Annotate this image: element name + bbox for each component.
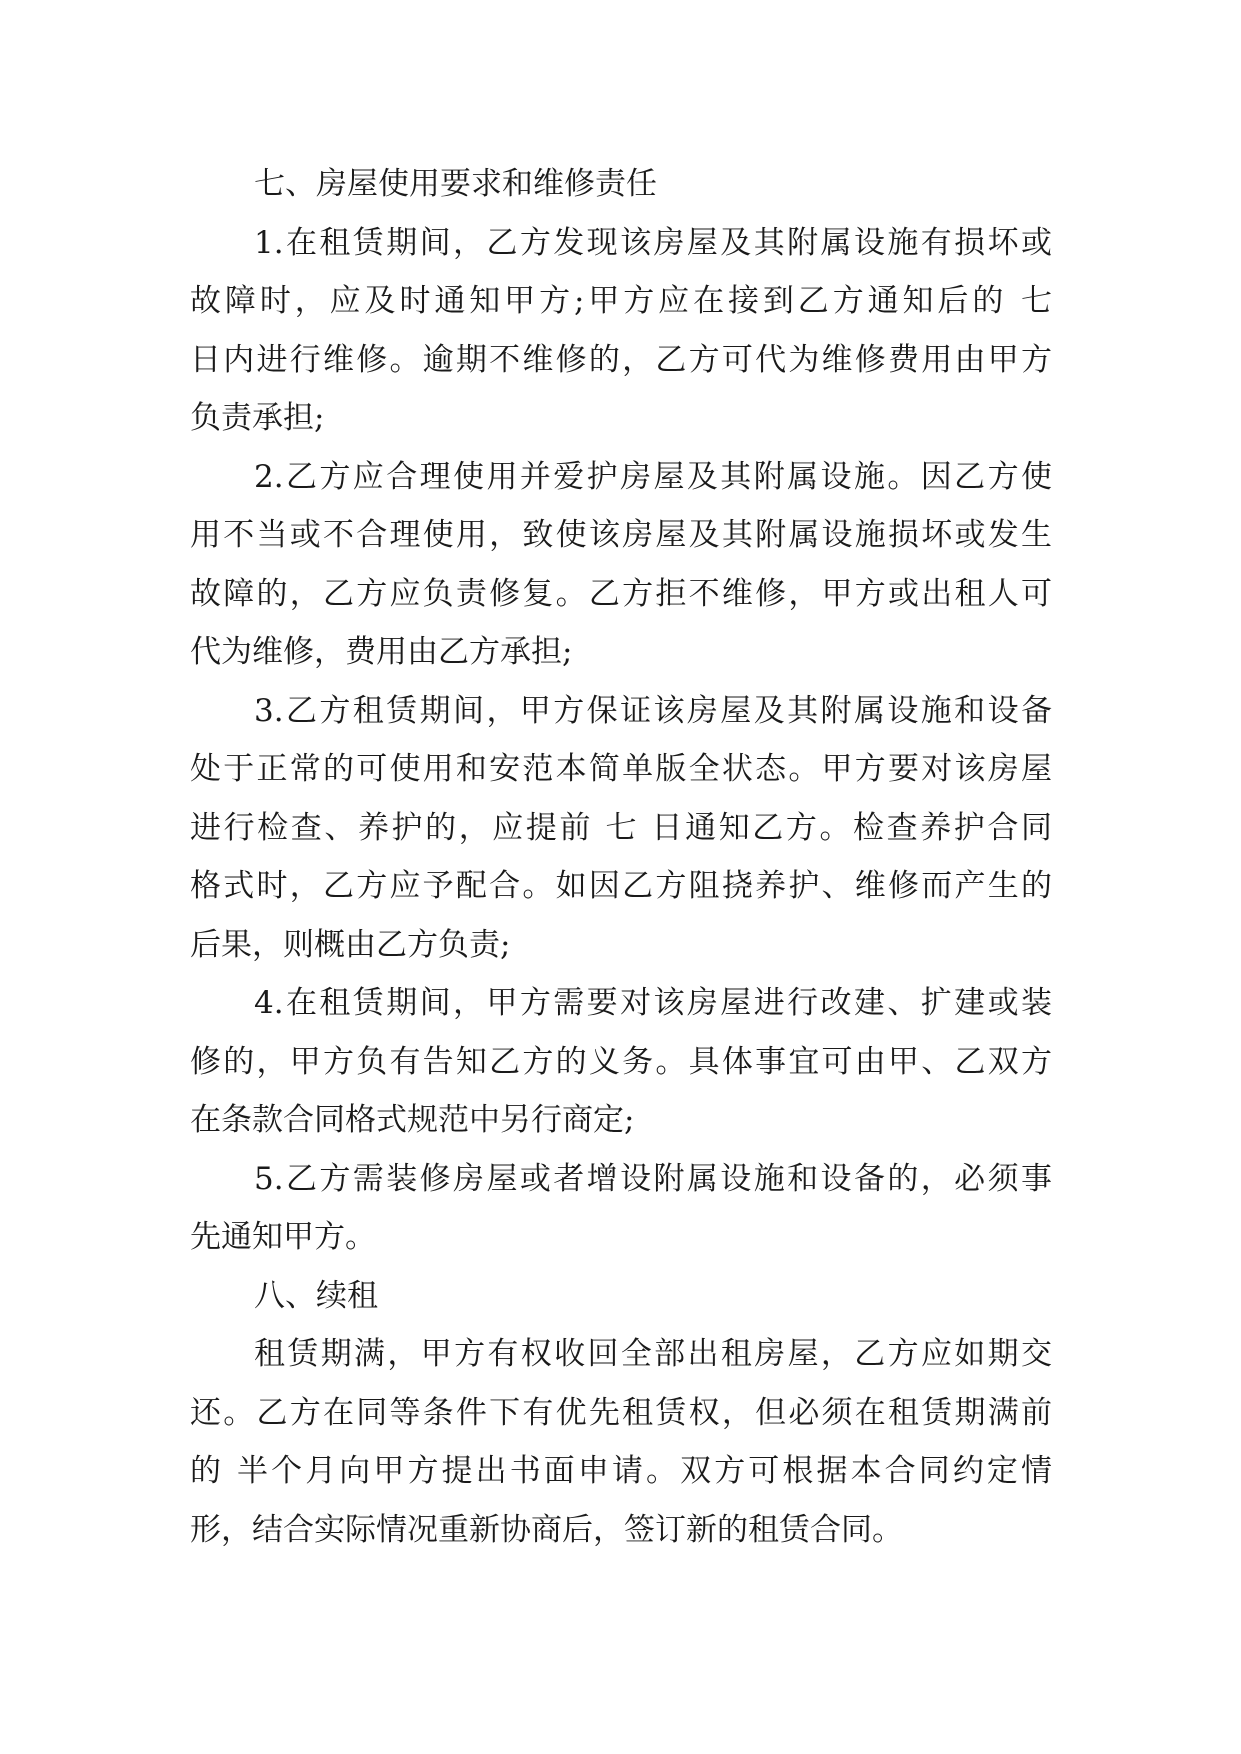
text-line: 1.在租赁期间，乙方发现该房屋及其附属设施有损坏或	[254, 224, 1052, 261]
text-line: 3.乙方租赁期间，甲方保证该房屋及其附属设施和设备	[254, 692, 1052, 729]
text-line: 还。乙方在同等条件下有优先租赁权，但必须在租赁期满前	[190, 1394, 1052, 1431]
text-line: 修的，甲方负有告知乙方的义务。具体事宜可由甲、乙双方	[190, 1043, 1052, 1080]
text-line: 在条款合同格式规范中另行商定;	[190, 1102, 635, 1138]
document-body	[190, 155, 1052, 1559]
text-line: 代为维修，费用由乙方承担;	[190, 634, 573, 670]
section-8-heading: 八、续租	[254, 1277, 378, 1314]
text-line: 格式时，乙方应予配合。如因乙方阻挠养护、维修而产生的	[190, 868, 1052, 904]
text-line: 的 半个月向甲方提出书面申请。双方可根据本合同约定情	[190, 1453, 1052, 1489]
text-line: 故障的，乙方应负责修复。乙方拒不维修，甲方或出租人可	[190, 575, 1052, 612]
clause-7-5	[190, 1150, 1052, 1267]
text-line: 租赁期满，甲方有权收回全部出租房屋，乙方应如期交	[254, 1336, 1052, 1372]
clause-7-1	[190, 214, 1052, 448]
text-line: 4.在租赁期间，甲方需要对该房屋进行改建、扩建或装	[254, 985, 1052, 1021]
clause-7-4	[190, 974, 1052, 1150]
text-line: 用不当或不合理使用，致使该房屋及其附属设施损坏或发生	[190, 517, 1052, 553]
clause-7-2	[190, 448, 1052, 682]
text-line: 处于正常的可使用和安范本简单版全状态。甲方要对该房屋	[190, 751, 1052, 787]
clause-8-paragraph	[190, 1325, 1052, 1559]
text-line: 故障时，应及时通知甲方;甲方应在接到乙方通知后的 七	[190, 283, 1052, 319]
section-7-heading: 七、房屋使用要求和维修责任	[254, 166, 657, 202]
text-line: 后果，则概由乙方负责;	[190, 926, 511, 963]
text-line: 5.乙方需装修房屋或者增设附属设施和设备的，必须事	[254, 1160, 1052, 1197]
text-line: 2.乙方应合理使用并爱护房屋及其附属设施。因乙方使	[254, 458, 1052, 495]
text-line: 形，结合实际情况重新协商后，签订新的租赁合同。	[190, 1511, 903, 1548]
text-line: 负责承担;	[190, 400, 325, 436]
clause-7-3	[190, 682, 1052, 975]
text-line: 先通知甲方。	[190, 1219, 376, 1255]
text-line: 进行检查、养护的，应提前 七 日通知乙方。检查养护合同	[190, 809, 1052, 846]
text-line: 日内进行维修。逾期不维修的，乙方可代为维修费用由甲方	[190, 341, 1052, 378]
